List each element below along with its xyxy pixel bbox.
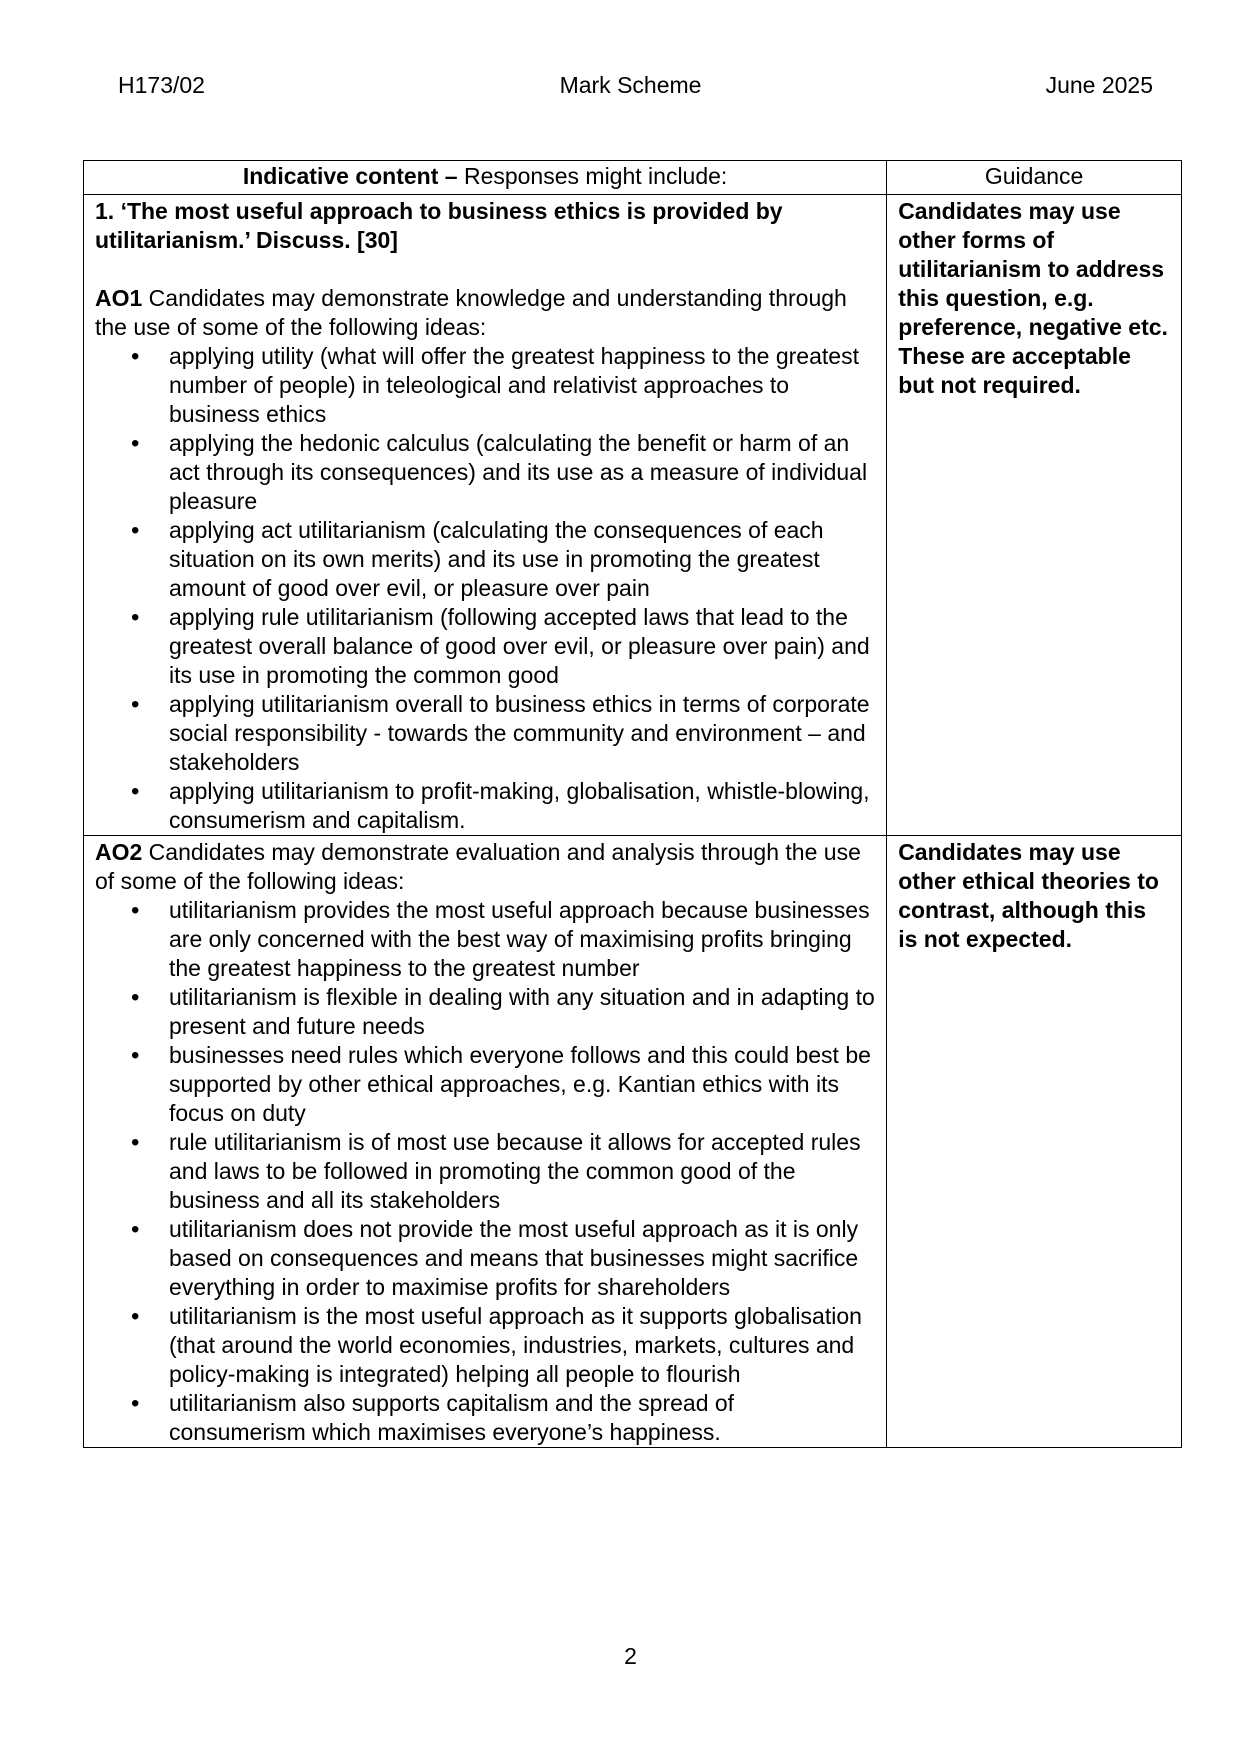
list-item: • utilitarianism does not provide the most useful approach as it is only based on consequences and means that businesses might sacrifice everything in order to maximise profits for shareholders (169, 1215, 875, 1302)
ao1-content-cell (84, 195, 887, 836)
ao2-intro (95, 838, 875, 896)
list-item: • businesses need rules which everyone follows and this could best be supported by other ethical approaches, e.g. Kantian ethics with its focus on duty (169, 1041, 875, 1128)
guidance-header: Guidance (887, 161, 1182, 195)
list-item: • applying utilitarianism to profit-making, globalisation, whistle-blowing, consumerism and capitalism. (169, 777, 875, 835)
exam-session: June 2025 (1045, 72, 1153, 98)
document-title: Mark Scheme (559, 72, 702, 98)
ao2-bullet-list (95, 896, 875, 1447)
ao1-row (84, 195, 1182, 836)
ao1-intro (95, 284, 875, 342)
ao1-label: AO1 (95, 285, 143, 311)
page-number: 2 (624, 1643, 637, 1669)
indicative-content-header-bold: Indicative content – (242, 163, 458, 189)
ao2-intro-text: Candidates may demonstrate evaluation and analysis through the use of some of the following ideas: (95, 839, 861, 894)
list-item: • utilitarianism provides the most useful approach because businesses are only concerned with the best way of maximising profits bringing the greatest happiness to the greatest number (169, 896, 875, 983)
ao1-intro-text: Candidates may demonstrate knowledge and understanding through the use of some of the following ideas: (95, 285, 847, 340)
question-text: 1. ‘The most useful approach to business ethics is provided by utilitarianism.’ Discuss. [30] (95, 198, 783, 253)
list-item: • applying utility (what will offer the greatest happiness to the greatest number of people) in teleological and relativist approaches to business ethics (169, 342, 875, 429)
indicative-content-header (84, 161, 887, 195)
page-header (0, 72, 1241, 102)
list-item: • utilitarianism is the most useful approach as it supports globalisation (that around the world economies, industries, markets, cultures and policy-making is integrated) helping all people to flourish (169, 1302, 875, 1389)
table-header-row (84, 161, 1182, 195)
ao1-bullet-list (95, 342, 875, 835)
ao2-row (84, 836, 1182, 1448)
list-item: • applying utilitarianism overall to business ethics in terms of corporate social responsibility - towards the community and environment – and stakeholders (169, 690, 875, 777)
ao1-guidance-cell: Candidates may use other forms of utilitarianism to address this question, e.g. preference, negative etc. These are acceptable but not required. (887, 195, 1182, 836)
ao2-guidance-cell: Candidates may use other ethical theories to contrast, although this is not expected. (887, 836, 1182, 1448)
list-item: • utilitarianism is flexible in dealing with any situation and in adapting to present and future needs (169, 983, 875, 1041)
list-item: • utilitarianism also supports capitalism and the spread of consumerism which maximises everyone’s happiness. (169, 1389, 875, 1447)
list-item: • applying the hedonic calculus (calculating the benefit or harm of an act through its consequences) and its use as a measure of individual pleasure (169, 429, 875, 516)
list-item: • applying rule utilitarianism (following accepted laws that lead to the greatest overall balance of good over evil, or pleasure over pain) and its use in promoting the common good (169, 603, 875, 690)
ao2-label: AO2 (95, 839, 143, 865)
ao2-content-cell (84, 836, 887, 1448)
list-item: • rule utilitarianism is of most use because it allows for accepted rules and laws to be followed in promoting the common good of the business and all its stakeholders (169, 1128, 875, 1215)
spacer (95, 255, 875, 284)
mark-scheme-table (83, 160, 1182, 1448)
indicative-content-header-rest: Responses might include: (457, 163, 728, 189)
paper-code: H173/02 (118, 72, 205, 98)
list-item: • applying act utilitarianism (calculating the consequences of each situation on its own merits) and its use in promoting the greatest amount of good over evil, or pleasure over pain (169, 516, 875, 603)
